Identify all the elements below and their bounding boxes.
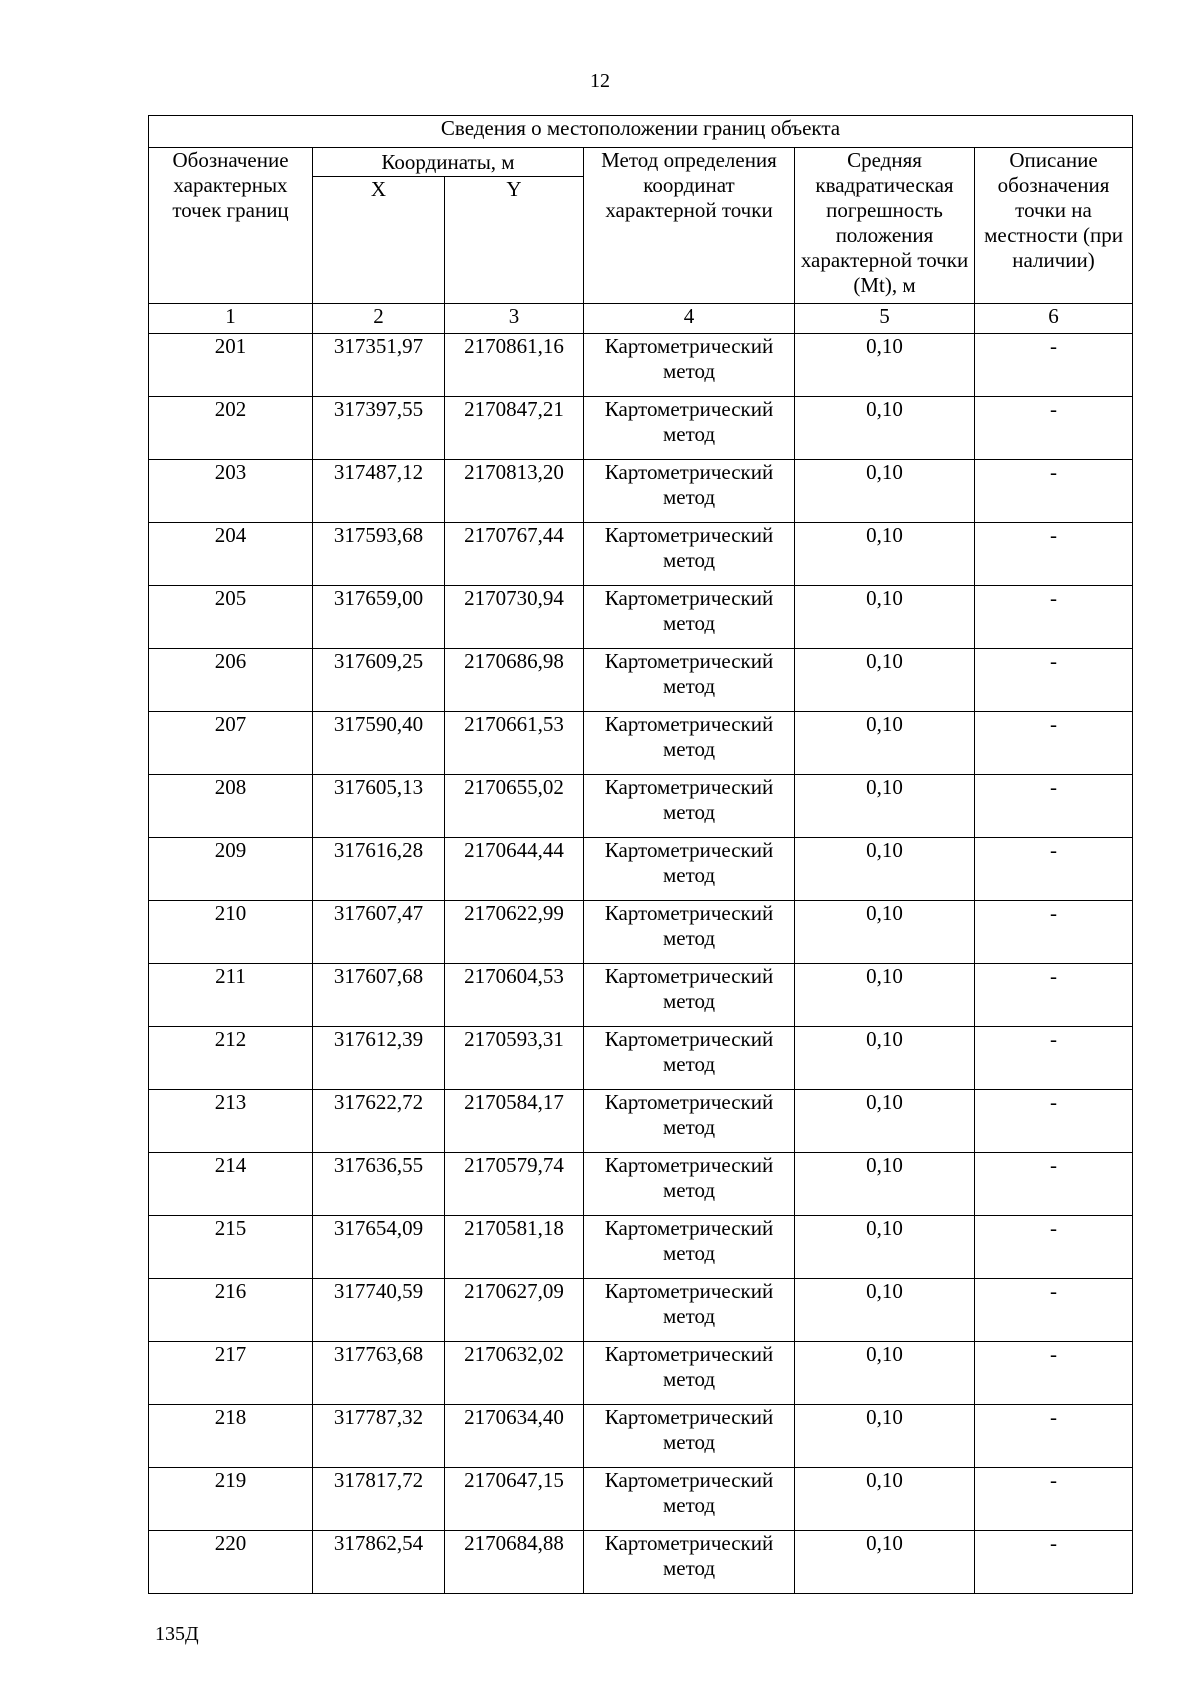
cell-description: -: [975, 1090, 1133, 1153]
cell-y: 2170730,94: [445, 586, 584, 649]
cell-description: -: [975, 523, 1133, 586]
header-x: X: [313, 177, 445, 304]
cell-error: 0,10: [795, 712, 975, 775]
cell-error: 0,10: [795, 1279, 975, 1342]
cell-point: 203: [149, 460, 313, 523]
cell-description: -: [975, 1531, 1133, 1594]
table-row: [149, 1342, 1133, 1405]
table-row: [149, 712, 1133, 775]
cell-method: Картометрический метод: [584, 649, 795, 712]
cell-x: 317607,47: [313, 901, 445, 964]
table-row: [149, 775, 1133, 838]
cell-error: 0,10: [795, 1153, 975, 1216]
cell-y: 2170767,44: [445, 523, 584, 586]
cell-error: 0,10: [795, 1027, 975, 1090]
header-point: Обозначение характерных точек границ: [149, 148, 313, 304]
table-row: [149, 334, 1133, 397]
table-row: [149, 1027, 1133, 1090]
cell-x: 317487,12: [313, 460, 445, 523]
table-body: [149, 334, 1133, 1594]
cell-description: -: [975, 901, 1133, 964]
cell-point: 209: [149, 838, 313, 901]
table-row: [149, 1090, 1133, 1153]
cell-method: Картометрический метод: [584, 334, 795, 397]
cell-x: 317636,55: [313, 1153, 445, 1216]
document-code: 135Д: [155, 1623, 199, 1645]
table-row: [149, 1216, 1133, 1279]
cell-y: 2170813,20: [445, 460, 584, 523]
cell-method: Картометрический метод: [584, 460, 795, 523]
cell-y: 2170579,74: [445, 1153, 584, 1216]
cell-description: -: [975, 460, 1133, 523]
cell-point: 212: [149, 1027, 313, 1090]
column-number: 3: [445, 304, 584, 334]
header-error: Средняя квадратическая погрешность положения характерной точки (Mt), м: [795, 148, 975, 304]
cell-x: 317862,54: [313, 1531, 445, 1594]
cell-point: 202: [149, 397, 313, 460]
cell-point: 213: [149, 1090, 313, 1153]
cell-x: 317590,40: [313, 712, 445, 775]
table-row: [149, 1279, 1133, 1342]
cell-description: -: [975, 775, 1133, 838]
cell-method: Картометрический метод: [584, 523, 795, 586]
cell-method: Картометрический метод: [584, 1090, 795, 1153]
cell-error: 0,10: [795, 1216, 975, 1279]
cell-x: 317740,59: [313, 1279, 445, 1342]
cell-point: 201: [149, 334, 313, 397]
cell-point: 205: [149, 586, 313, 649]
cell-description: -: [975, 334, 1133, 397]
cell-x: 317605,13: [313, 775, 445, 838]
cell-description: -: [975, 1153, 1133, 1216]
cell-x: 317612,39: [313, 1027, 445, 1090]
cell-y: 2170861,16: [445, 334, 584, 397]
cell-method: Картометрический метод: [584, 775, 795, 838]
cell-description: -: [975, 838, 1133, 901]
cell-description: -: [975, 712, 1133, 775]
cell-description: -: [975, 586, 1133, 649]
table-row: [149, 1531, 1133, 1594]
cell-method: Картометрический метод: [584, 1468, 795, 1531]
cell-method: Картометрический метод: [584, 838, 795, 901]
cell-point: 204: [149, 523, 313, 586]
cell-y: 2170622,99: [445, 901, 584, 964]
table-row: [149, 586, 1133, 649]
cell-y: 2170584,17: [445, 1090, 584, 1153]
cell-point: 218: [149, 1405, 313, 1468]
cell-description: -: [975, 1405, 1133, 1468]
cell-point: 217: [149, 1342, 313, 1405]
cell-description: -: [975, 964, 1133, 1027]
cell-x: 317654,09: [313, 1216, 445, 1279]
cell-description: -: [975, 1342, 1133, 1405]
page-number: 12: [590, 70, 610, 92]
column-number: 5: [795, 304, 975, 334]
table-row: [149, 1405, 1133, 1468]
table-row: [149, 838, 1133, 901]
cell-error: 0,10: [795, 523, 975, 586]
table-row: [149, 1468, 1133, 1531]
table-row: [149, 397, 1133, 460]
cell-y: 2170655,02: [445, 775, 584, 838]
table-row: [149, 1153, 1133, 1216]
cell-point: 214: [149, 1153, 313, 1216]
cell-error: 0,10: [795, 1468, 975, 1531]
cell-x: 317607,68: [313, 964, 445, 1027]
column-number: 4: [584, 304, 795, 334]
cell-description: -: [975, 1279, 1133, 1342]
cell-y: 2170627,09: [445, 1279, 584, 1342]
cell-x: 317397,55: [313, 397, 445, 460]
table-row: [149, 901, 1133, 964]
cell-error: 0,10: [795, 334, 975, 397]
column-number: 6: [975, 304, 1133, 334]
column-number: 1: [149, 304, 313, 334]
cell-point: 208: [149, 775, 313, 838]
cell-description: -: [975, 1027, 1133, 1090]
cell-method: Картометрический метод: [584, 397, 795, 460]
cell-error: 0,10: [795, 397, 975, 460]
cell-y: 2170847,21: [445, 397, 584, 460]
cell-description: -: [975, 397, 1133, 460]
cell-error: 0,10: [795, 1342, 975, 1405]
cell-method: Картометрический метод: [584, 1342, 795, 1405]
table-row: [149, 460, 1133, 523]
header-description: Описание обозначения точки на местности (при наличии): [975, 148, 1133, 304]
cell-method: Картометрический метод: [584, 1279, 795, 1342]
cell-x: 317763,68: [313, 1342, 445, 1405]
cell-x: 317622,72: [313, 1090, 445, 1153]
cell-point: 215: [149, 1216, 313, 1279]
cell-y: 2170647,15: [445, 1468, 584, 1531]
cell-point: 211: [149, 964, 313, 1027]
cell-y: 2170686,98: [445, 649, 584, 712]
cell-y: 2170634,40: [445, 1405, 584, 1468]
cell-method: Картометрический метод: [584, 1153, 795, 1216]
cell-y: 2170684,88: [445, 1531, 584, 1594]
cell-x: 317609,25: [313, 649, 445, 712]
cell-error: 0,10: [795, 649, 975, 712]
cell-error: 0,10: [795, 460, 975, 523]
cell-method: Картометрический метод: [584, 964, 795, 1027]
cell-error: 0,10: [795, 1531, 975, 1594]
column-numbers-row: [149, 304, 1133, 334]
cell-point: 210: [149, 901, 313, 964]
cell-point: 219: [149, 1468, 313, 1531]
cell-x: 317616,28: [313, 838, 445, 901]
cell-error: 0,10: [795, 775, 975, 838]
cell-point: 207: [149, 712, 313, 775]
cell-y: 2170632,02: [445, 1342, 584, 1405]
table-row: [149, 649, 1133, 712]
cell-error: 0,10: [795, 838, 975, 901]
cell-description: -: [975, 1468, 1133, 1531]
header-coords: Координаты, м: [313, 148, 584, 177]
column-number: 2: [313, 304, 445, 334]
cell-description: -: [975, 649, 1133, 712]
cell-method: Картометрический метод: [584, 901, 795, 964]
cell-point: 220: [149, 1531, 313, 1594]
cell-y: 2170661,53: [445, 712, 584, 775]
header-y: Y: [445, 177, 584, 304]
cell-method: Картометрический метод: [584, 1531, 795, 1594]
cell-y: 2170593,31: [445, 1027, 584, 1090]
cell-description: -: [975, 1216, 1133, 1279]
cell-x: 317787,32: [313, 1405, 445, 1468]
cell-method: Картометрический метод: [584, 586, 795, 649]
cell-error: 0,10: [795, 901, 975, 964]
cell-x: 317659,00: [313, 586, 445, 649]
table-row: [149, 964, 1133, 1027]
cell-x: 317593,68: [313, 523, 445, 586]
cell-x: 317351,97: [313, 334, 445, 397]
cell-method: Картометрический метод: [584, 1027, 795, 1090]
cell-y: 2170581,18: [445, 1216, 584, 1279]
cell-point: 206: [149, 649, 313, 712]
cell-y: 2170604,53: [445, 964, 584, 1027]
table-title: Сведения о местоположении границ объекта: [149, 116, 1133, 148]
cell-error: 0,10: [795, 586, 975, 649]
cell-error: 0,10: [795, 964, 975, 1027]
cell-y: 2170644,44: [445, 838, 584, 901]
header-method: Метод определения координат характерной точки: [584, 148, 795, 304]
table-row: [149, 523, 1133, 586]
cell-error: 0,10: [795, 1405, 975, 1468]
cell-method: Картометрический метод: [584, 1405, 795, 1468]
cell-error: 0,10: [795, 1090, 975, 1153]
cell-point: 216: [149, 1279, 313, 1342]
cell-method: Картометрический метод: [584, 1216, 795, 1279]
cell-x: 317817,72: [313, 1468, 445, 1531]
cell-method: Картометрический метод: [584, 712, 795, 775]
boundary-table: [148, 115, 1133, 1594]
